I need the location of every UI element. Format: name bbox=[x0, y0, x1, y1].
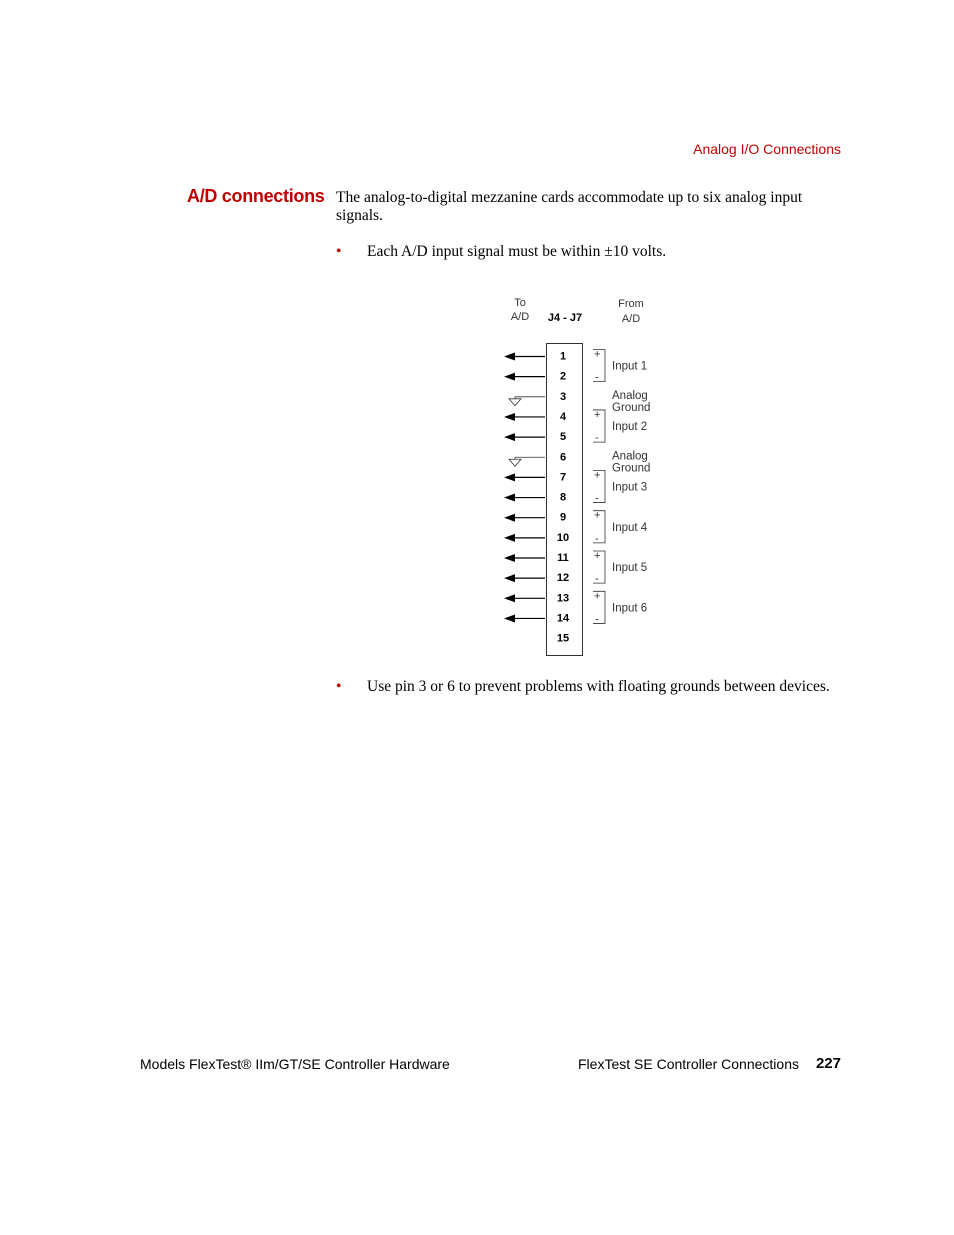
input-label: Input 4 bbox=[612, 521, 648, 534]
minus-sign: - bbox=[595, 613, 599, 626]
bullet-text: Use pin 3 or 6 to prevent problems with floating grounds between devices. bbox=[367, 678, 830, 695]
pin-number: 3 bbox=[559, 390, 567, 403]
minus-sign: - bbox=[595, 432, 599, 445]
bullet-dot: • bbox=[336, 678, 342, 695]
bullet-dot: • bbox=[336, 243, 342, 260]
signal-arrow bbox=[504, 554, 545, 562]
ground-label-line2: Ground bbox=[612, 462, 651, 475]
pin-number: 12 bbox=[556, 572, 570, 585]
from-ad-label-2: A/D bbox=[621, 313, 641, 325]
arrowhead-icon bbox=[504, 413, 515, 421]
section-heading: A/D connections bbox=[187, 186, 325, 206]
signal-arrow bbox=[504, 373, 545, 381]
input-label: Input 1 bbox=[612, 360, 648, 373]
signal-arrow bbox=[504, 614, 545, 622]
pin-number: 9 bbox=[559, 511, 567, 524]
pinout-diagram bbox=[500, 290, 670, 662]
plus-sign: + bbox=[594, 590, 601, 603]
footer-chapter-title: FlexTest SE Controller Connections bbox=[578, 1056, 799, 1072]
pin-number: 2 bbox=[559, 370, 567, 383]
arrowhead-icon bbox=[504, 373, 515, 381]
input-label: Input 5 bbox=[612, 562, 648, 575]
signal-arrow bbox=[504, 494, 545, 502]
from-ad-label-1: From bbox=[618, 298, 644, 310]
pin-number: 14 bbox=[556, 612, 570, 625]
arrowhead-icon bbox=[504, 574, 515, 582]
ground-icon bbox=[509, 397, 545, 406]
input-label: Input 2 bbox=[612, 421, 648, 434]
minus-sign: - bbox=[595, 573, 599, 586]
minus-sign: - bbox=[595, 371, 599, 384]
input-label: Input 6 bbox=[612, 602, 648, 615]
plus-sign: + bbox=[594, 348, 601, 361]
arrowhead-icon bbox=[504, 353, 515, 361]
pin-number: 4 bbox=[559, 410, 567, 423]
connector-label: J4 - J7 bbox=[547, 312, 583, 324]
pin-number: 13 bbox=[556, 592, 570, 605]
plus-sign: + bbox=[594, 509, 601, 522]
signal-arrow bbox=[504, 433, 545, 441]
plus-sign: + bbox=[594, 469, 601, 482]
arrowhead-icon bbox=[504, 433, 515, 441]
arrowhead-icon bbox=[504, 514, 515, 522]
input-label: Input 3 bbox=[612, 481, 648, 494]
running-header: Analog I/O Connections bbox=[693, 141, 841, 157]
signal-arrow bbox=[504, 514, 545, 522]
pin-number: 5 bbox=[559, 431, 567, 444]
ground-label-line2: Ground bbox=[612, 401, 651, 414]
to-ad-label-2: A/D bbox=[510, 311, 530, 323]
ground-triangle bbox=[509, 459, 521, 466]
minus-sign: - bbox=[595, 492, 599, 505]
pin-number: 1 bbox=[559, 350, 567, 363]
intro-paragraph: The analog-to-digital mezzanine cards accommodate up to six analog input signals. bbox=[336, 189, 803, 224]
plus-sign: + bbox=[594, 408, 601, 421]
signal-arrow bbox=[504, 534, 545, 542]
arrowhead-icon bbox=[504, 594, 515, 602]
arrowhead-icon bbox=[504, 494, 515, 502]
pin-number: 8 bbox=[559, 491, 567, 504]
pin-number: 11 bbox=[557, 552, 569, 564]
arrowhead-icon bbox=[504, 473, 515, 481]
arrowhead-icon bbox=[504, 554, 515, 562]
pin-number: 15 bbox=[556, 632, 570, 645]
signal-arrow bbox=[504, 353, 545, 361]
pin-number: 6 bbox=[559, 451, 567, 464]
arrowhead-icon bbox=[504, 614, 515, 622]
to-ad-label-1: To bbox=[514, 297, 526, 309]
ground-label-line1: Analog bbox=[612, 389, 648, 402]
page-number: 227 bbox=[815, 1055, 841, 1072]
pin-number: 10 bbox=[556, 531, 570, 544]
signal-arrow bbox=[504, 413, 545, 421]
signal-arrow bbox=[504, 594, 545, 602]
signal-arrow bbox=[504, 473, 545, 481]
ground-label-line1: Analog bbox=[612, 450, 648, 463]
footer-document-title: Models FlexTest® IIm/GT/SE Controller Hardware bbox=[140, 1056, 450, 1072]
ground-icon bbox=[509, 457, 545, 466]
bullet-text: Each A/D input signal must be within ±10 volts. bbox=[367, 243, 667, 260]
ground-triangle bbox=[509, 399, 521, 406]
plus-sign: + bbox=[594, 550, 601, 562]
signal-arrow bbox=[504, 574, 545, 582]
pin-number: 7 bbox=[559, 471, 567, 484]
minus-sign: - bbox=[595, 532, 599, 545]
arrowhead-icon bbox=[504, 534, 515, 542]
